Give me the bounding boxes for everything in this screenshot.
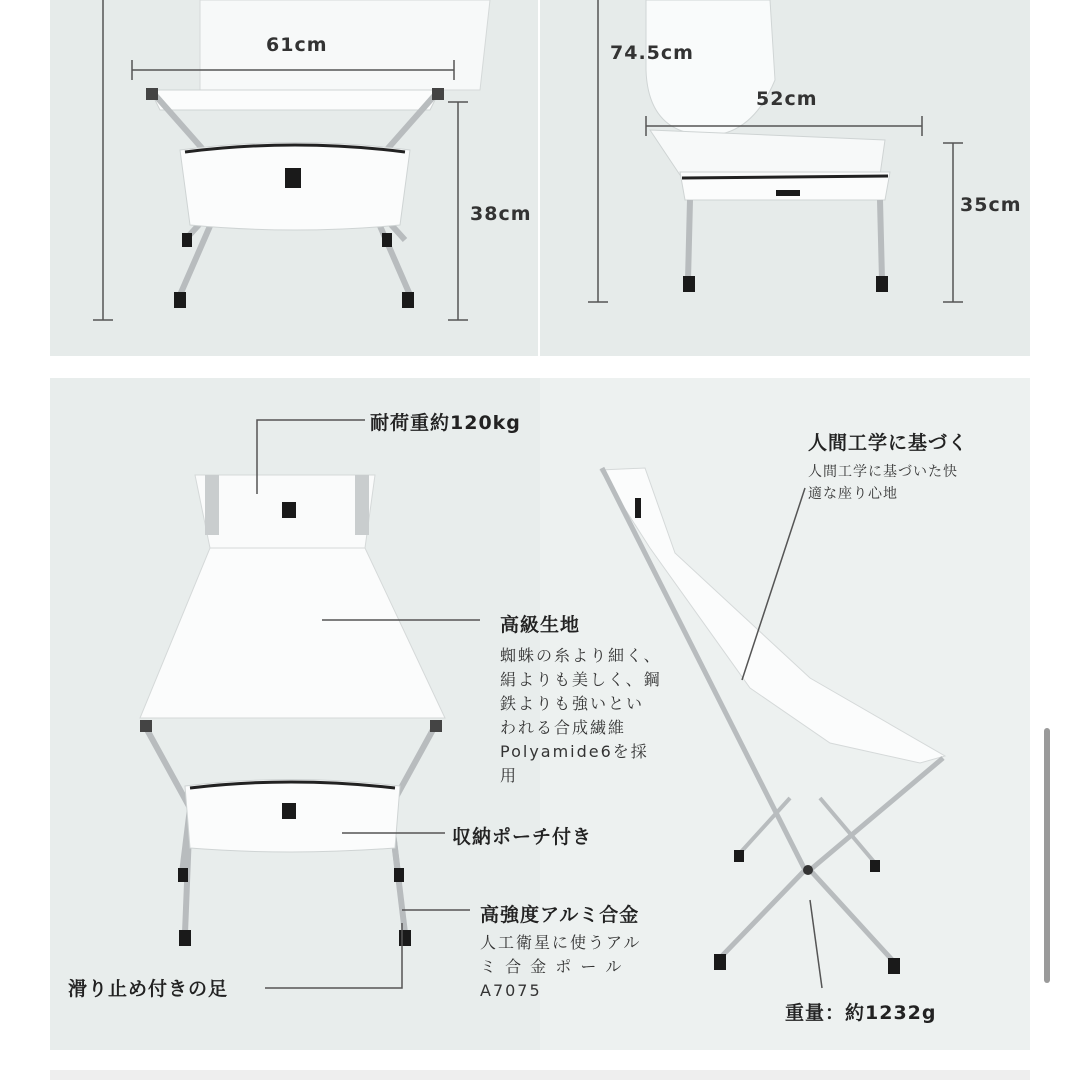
fabric-desc-line: 絹よりも美しく、鋼 bbox=[500, 670, 662, 689]
fabric-desc-line: 鉄よりも強いとい bbox=[500, 694, 645, 713]
fabric-desc-line: 用 bbox=[500, 766, 519, 785]
pouch-label: 収納ポーチ付き bbox=[452, 826, 593, 848]
load-capacity-label: 耐荷重約120kg bbox=[370, 412, 521, 434]
ergonomic-title: 人間工学に基づく bbox=[808, 432, 969, 454]
features-panel bbox=[50, 378, 1030, 1050]
ergonomic-desc-line1: 人間工学に基づいた快 bbox=[808, 464, 958, 480]
fabric-desc-line: Polyamide6を採 bbox=[500, 742, 649, 761]
next-section-edge bbox=[50, 1070, 1030, 1080]
aluminum-desc-line: ミ 合 金 ポ ー ル bbox=[480, 957, 624, 976]
fabric-desc-line: 蜘蛛の糸より細く、 bbox=[500, 646, 662, 665]
fabric-title: 高級生地 bbox=[500, 614, 581, 636]
weight-label: 重量：約1232g bbox=[785, 1002, 937, 1024]
ergonomic-desc-line2: 適な座り心地 bbox=[808, 486, 898, 502]
aluminum-title: 高強度アルミ合金 bbox=[480, 904, 640, 926]
non-slip-feet-label: 滑り止め付きの足 bbox=[68, 978, 229, 1000]
fabric-desc-line: われる合成繊維 bbox=[500, 718, 627, 737]
aluminum-desc-line: 人工衛星に使うアル bbox=[480, 933, 642, 952]
fabric-desc bbox=[500, 644, 662, 788]
side-width-label: 52cm bbox=[756, 88, 818, 110]
front-width-label: 61cm bbox=[266, 34, 328, 56]
dimensions-illustration bbox=[50, 0, 1030, 356]
side-total-height-label: 74.5cm bbox=[610, 42, 694, 64]
front-height-label: 38cm bbox=[470, 203, 532, 225]
side-seat-height-label: 35cm bbox=[960, 194, 1022, 216]
dimensions-panel bbox=[50, 0, 1030, 356]
aluminum-desc-line: A7075 bbox=[480, 981, 542, 1000]
page-scrollbar[interactable] bbox=[1044, 728, 1050, 983]
aluminum-desc bbox=[480, 931, 641, 1003]
front-chair-illustration bbox=[140, 475, 445, 946]
